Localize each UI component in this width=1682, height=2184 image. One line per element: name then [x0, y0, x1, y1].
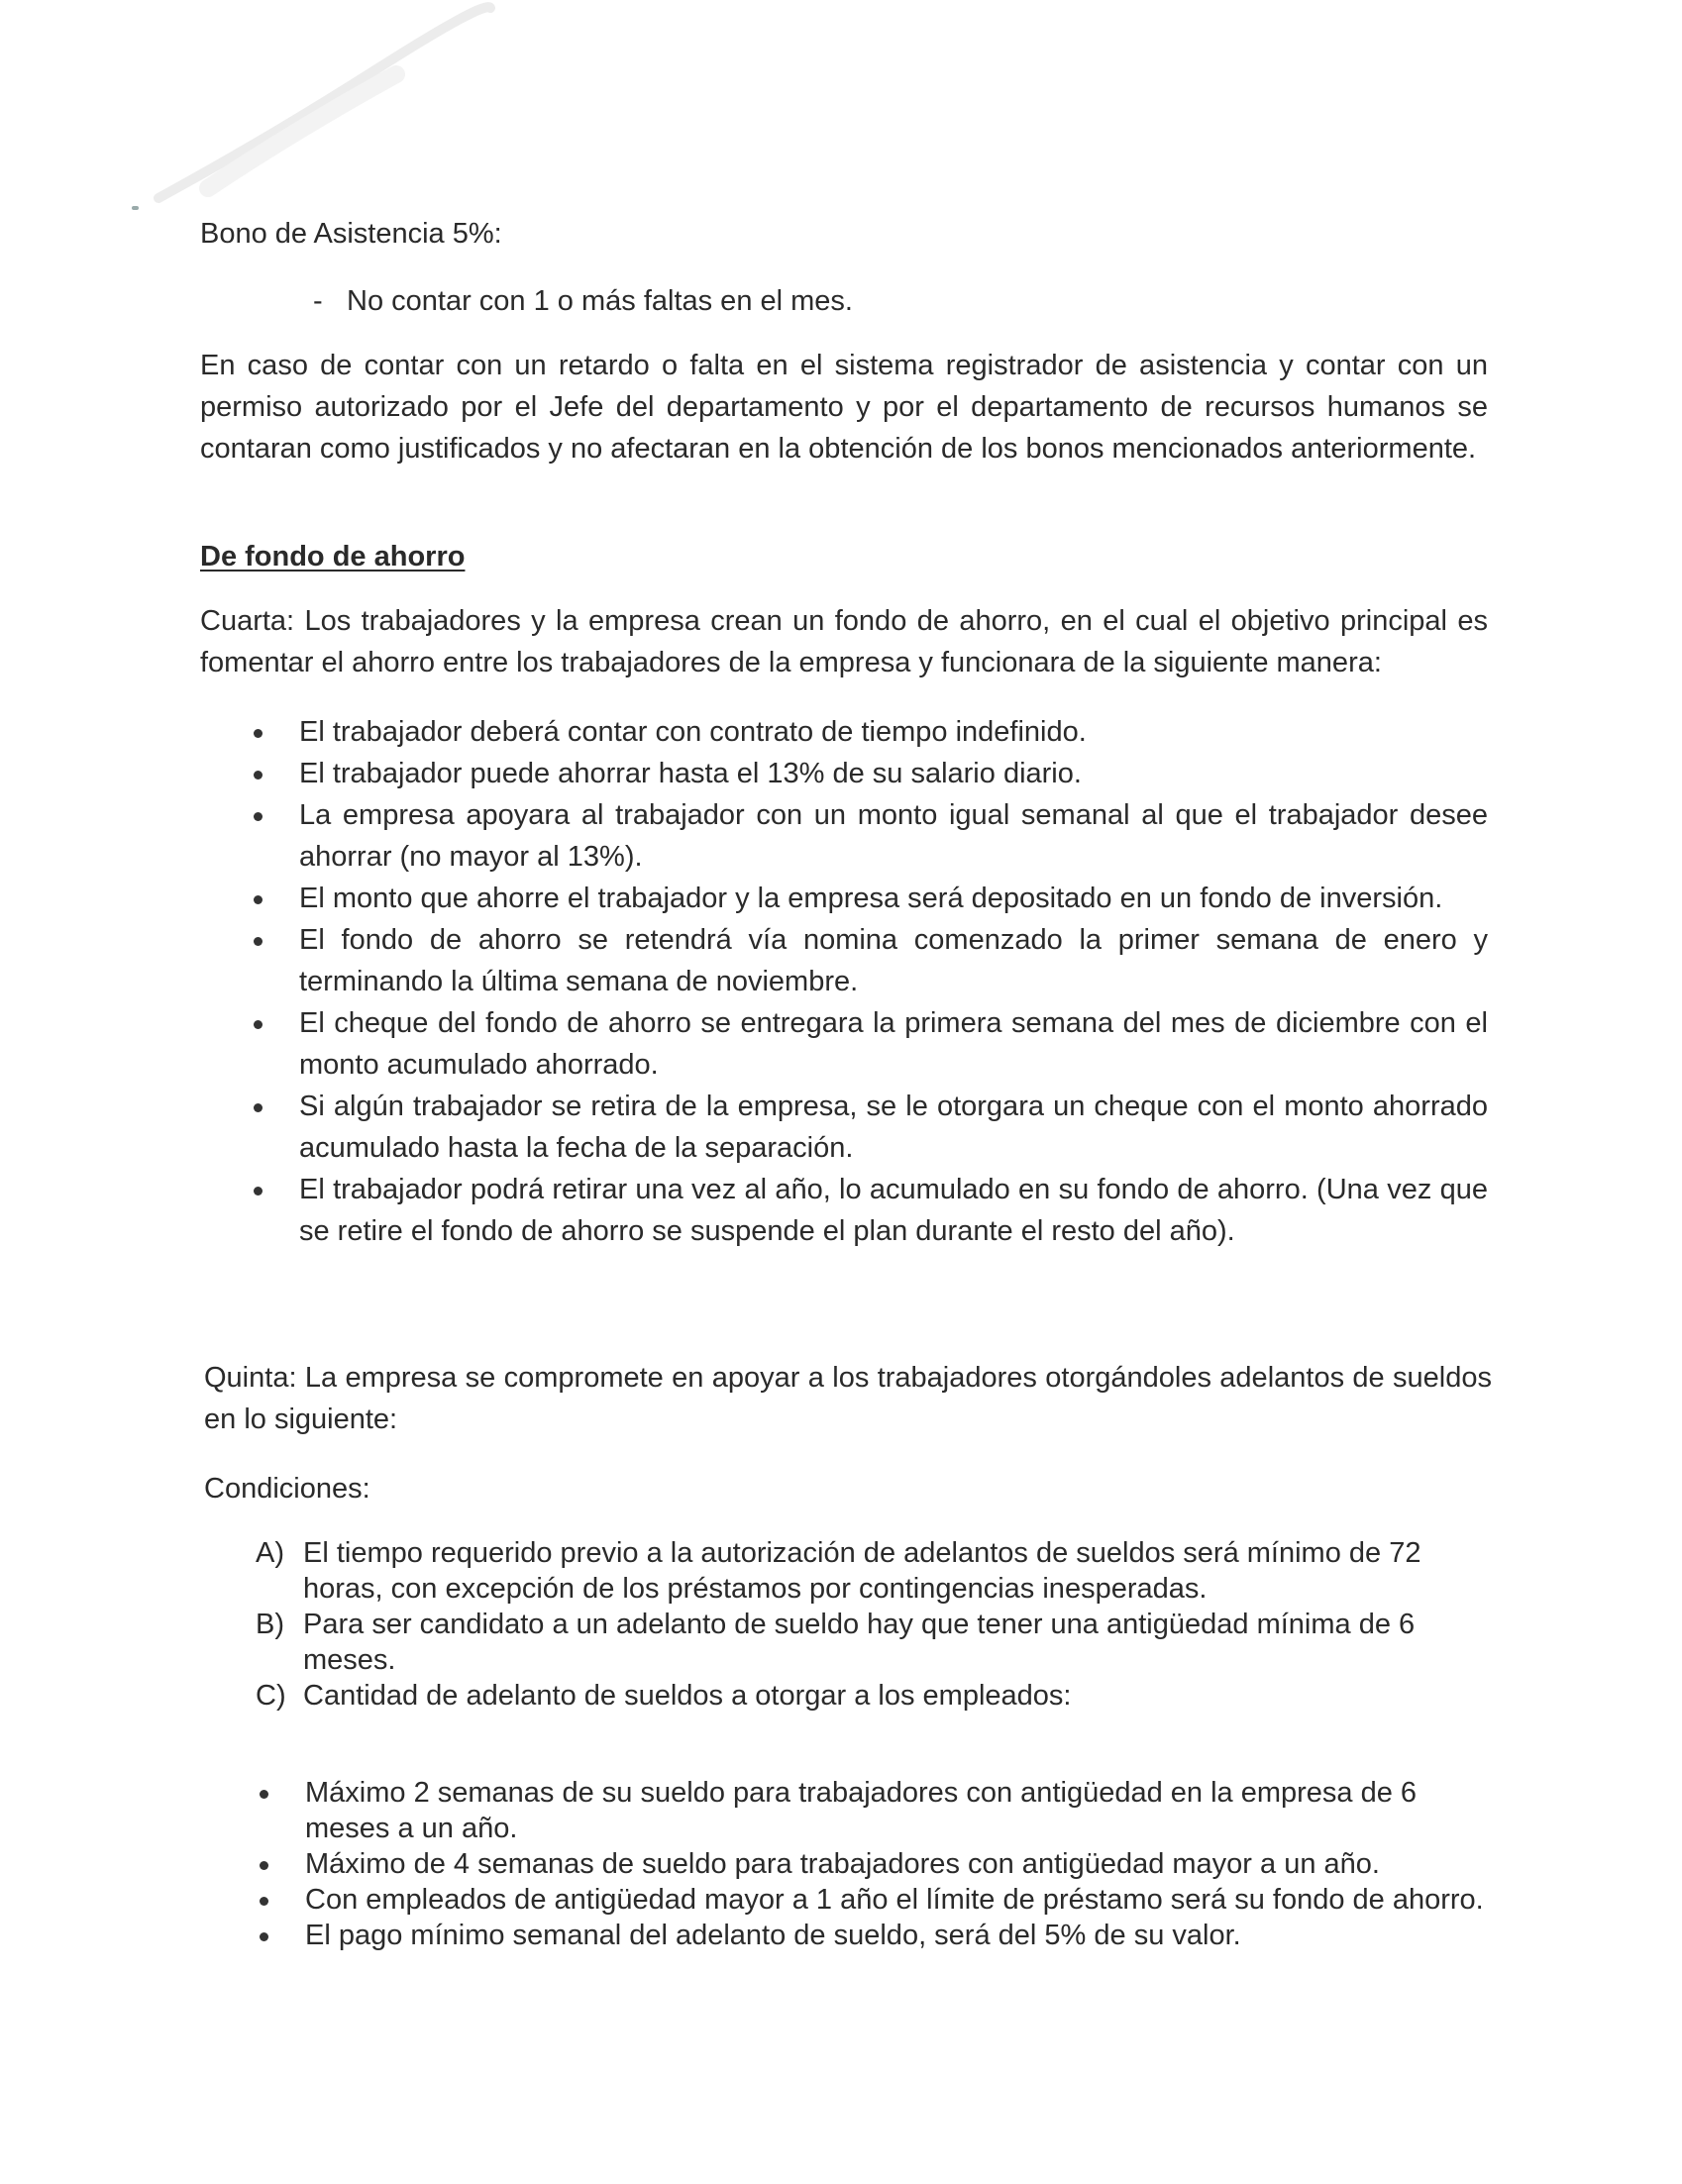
condition-item	[256, 1607, 1492, 1678]
condition-text: El tiempo requerido previo a la autorización de adelantos de sueldos será mínimo de 72 horas, con excepción de los préstamos por contingencias inesperadas.	[303, 1537, 1421, 1605]
list-item-text: El pago mínimo semanal del adelanto de sueldo, será del 5% de su valor.	[305, 1920, 1241, 1951]
fondo-list	[299, 711, 1488, 1252]
list-item-text: Con empleados de antigüedad mayor a 1 año el límite de préstamo será su fondo de ahorro.	[305, 1884, 1484, 1916]
list-item	[299, 711, 1488, 753]
list-item	[299, 753, 1488, 794]
dash-marker: -	[313, 285, 323, 317]
conditions-list	[256, 1535, 1492, 1714]
list-item	[299, 794, 1488, 878]
list-item-text: Si algún trabajador se retira de la empresa, se le otorgara un cheque con el monto ahorrado acumulado hasta la fecha de la separación.	[299, 1091, 1488, 1164]
list-item	[305, 1918, 1494, 1953]
scan-dot	[132, 206, 139, 210]
bono-paragraph: En caso de contar con un retardo o falta en el sistema registrador de asistencia y contar con un permiso autorizado por el Jefe del departamento y por el departamento de recursos humanos se contaran como justificados y no afectaran en la obtención de los bonos mencionados anteriormente.	[200, 350, 1488, 465]
scan-smudge	[149, 0, 505, 208]
condition-text: Para ser candidato a un adelanto de sueldo hay que tener una antigüedad mínima de 6 meses.	[303, 1609, 1416, 1676]
condition-marker: B)	[256, 1609, 284, 1640]
bullet-icon	[254, 937, 263, 946]
condition-marker: A)	[256, 1537, 284, 1569]
list-item-text: Máximo de 4 semanas de sueldo para trabajadores con antigüedad mayor a un año.	[305, 1848, 1380, 1880]
list-item	[299, 1086, 1488, 1169]
list-item-text: Máximo 2 semanas de su sueldo para trabajadores con antigüedad en la empresa de 6 meses a un año.	[305, 1777, 1418, 1844]
list-item	[305, 1882, 1494, 1918]
bullet-icon	[260, 1932, 268, 1941]
list-item-text: El trabajador deberá contar con contrato de tiempo indefinido.	[299, 716, 1087, 748]
bullet-icon	[260, 1790, 268, 1799]
condition-text: Cantidad de adelanto de sueldos a otorgar a los empleados:	[303, 1680, 1072, 1712]
bullet-icon	[254, 895, 263, 904]
list-item-text: La empresa apoyara al trabajador con un monto igual semanal al que el trabajador desee ahorrar (no mayor al 13%).	[299, 799, 1488, 873]
conditions-label: Condiciones:	[204, 1473, 370, 1505]
bullet-icon	[254, 1103, 263, 1112]
list-item	[305, 1846, 1494, 1882]
list-item-text: El cheque del fondo de ahorro se entregara la primera semana del mes de diciembre con el monto acumulado ahorrado.	[299, 1007, 1488, 1081]
quinta-intro: Quinta: La empresa se compromete en apoyar a los trabajadores otorgándoles adelantos de sueldos en lo siguiente:	[204, 1362, 1492, 1435]
fondo-intro: Cuarta: Los trabajadores y la empresa crean un fondo de ahorro, en el cual el objetivo principal es fomentar el ahorro entre los trabajadores de la empresa y funcionara de la siguiente manera:	[200, 605, 1488, 678]
list-item-text: El fondo de ahorro se retendrá vía nomina comenzado la primer semana de enero y terminando la última semana de noviembre.	[299, 924, 1488, 997]
dash-item-text: No contar con 1 o más faltas en el mes.	[347, 285, 853, 317]
condition-marker: C)	[256, 1680, 286, 1712]
advance-list	[305, 1775, 1494, 1953]
bullet-icon	[260, 1897, 268, 1906]
bullet-icon	[254, 771, 263, 780]
bullet-icon	[254, 812, 263, 821]
list-item-text: El monto que ahorre el trabajador y la empresa será depositado en un fondo de inversión.	[299, 883, 1443, 914]
list-item-text: El trabajador puede ahorrar hasta el 13% de su salario diario.	[299, 758, 1082, 789]
list-item	[305, 1775, 1494, 1846]
bullet-icon	[254, 729, 263, 738]
bullet-icon	[260, 1861, 268, 1870]
bullet-icon	[254, 1020, 263, 1029]
bullet-icon	[254, 1187, 263, 1196]
list-item	[299, 1169, 1488, 1252]
list-item	[299, 919, 1488, 1002]
bono-title: Bono de Asistencia 5%:	[200, 218, 502, 250]
list-item	[299, 878, 1488, 919]
list-item-text: El trabajador podrá retirar una vez al año, lo acumulado en su fondo de ahorro. (Una vez que se retire el fondo de ahorro se suspende el plan durante el resto del año).	[299, 1174, 1488, 1247]
fondo-heading: De fondo de ahorro	[200, 541, 466, 572]
list-item	[299, 1002, 1488, 1086]
condition-item	[256, 1678, 1492, 1714]
condition-item	[256, 1535, 1492, 1607]
